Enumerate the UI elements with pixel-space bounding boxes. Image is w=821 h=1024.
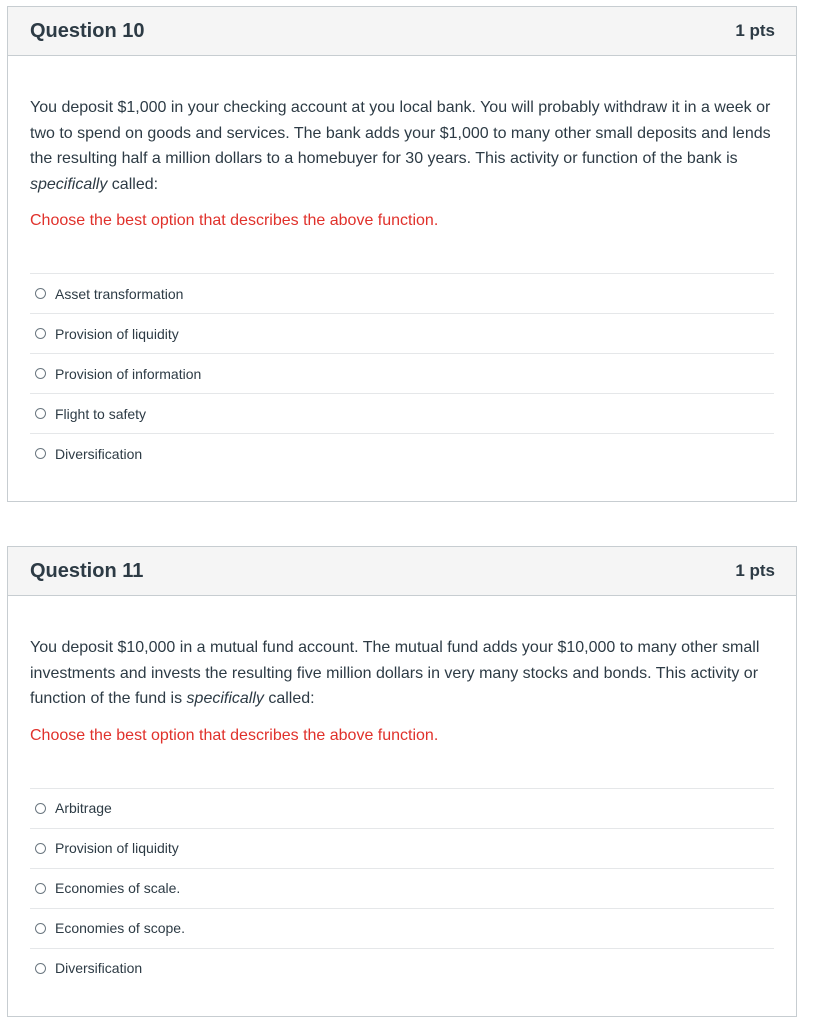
answer-label[interactable]: Provision of liquidity — [55, 840, 179, 856]
question-text-part: called: — [107, 175, 159, 193]
answer-option[interactable] — [30, 829, 774, 869]
question-text-emphasis: specifically — [186, 690, 264, 707]
answer-label[interactable]: Provision of liquidity — [55, 325, 179, 342]
answer-label[interactable]: Asset transformation — [55, 285, 184, 302]
radio-button-icon[interactable] — [35, 803, 46, 814]
question-body — [8, 56, 796, 473]
question-title: Question 10 — [30, 19, 145, 42]
question-title: Question 11 — [30, 559, 144, 582]
answer-option[interactable] — [30, 434, 774, 473]
question-card — [7, 546, 797, 1017]
question-card — [7, 6, 797, 502]
question-body — [8, 596, 796, 988]
question-text — [30, 95, 774, 197]
question-header — [8, 547, 796, 596]
radio-button-icon[interactable] — [35, 883, 46, 894]
radio-button-icon[interactable] — [35, 448, 46, 459]
question-text-part: You deposit $10,000 in a mutual fund account. The mutual fund adds your $10,000 to many other small investments and invests the resulting five million dollars in very many stocks and bonds. This activity or function of the fund is — [30, 639, 760, 707]
answer-option[interactable] — [30, 949, 774, 988]
answer-label[interactable]: Flight to safety — [55, 405, 147, 422]
answer-option[interactable] — [30, 909, 774, 949]
question-instruction: Choose the best option that describes the above function. — [30, 726, 439, 744]
radio-button-icon[interactable] — [35, 843, 46, 854]
question-text-part: You deposit $1,000 in your checking account at you local bank. You will probably withdraw it in a week or two to spend on goods and services. The bank adds your $1,000 to many other small deposits and lends the resulting half a million dollars to a homebuyer for 30 years. This activity or function of the bank is — [30, 99, 771, 167]
question-header — [8, 7, 796, 56]
question-text-part: called: — [263, 690, 315, 707]
radio-button-icon[interactable] — [35, 288, 46, 299]
answer-option[interactable] — [30, 314, 774, 354]
radio-button-icon[interactable] — [35, 923, 46, 934]
radio-button-icon[interactable] — [35, 408, 46, 419]
answer-label[interactable]: Provision of information — [55, 365, 202, 382]
answer-option[interactable] — [30, 869, 774, 909]
radio-button-icon[interactable] — [35, 368, 46, 379]
answer-list — [30, 788, 774, 988]
radio-button-icon[interactable] — [35, 328, 46, 339]
question-points: 1 pts — [735, 21, 775, 40]
answer-label[interactable]: Diversification — [55, 445, 143, 462]
question-instruction: Choose the best option that describes the above function. — [30, 212, 439, 229]
question-text-emphasis: specifically — [30, 175, 108, 193]
answer-label[interactable]: Economies of scope. — [55, 920, 185, 936]
answer-label[interactable]: Economies of scale. — [55, 880, 181, 896]
answer-option[interactable] — [30, 789, 774, 829]
answer-option[interactable] — [30, 354, 774, 394]
answer-option[interactable] — [30, 394, 774, 434]
answer-label[interactable]: Diversification — [55, 960, 143, 976]
question-text — [30, 635, 774, 712]
answer-list — [30, 273, 774, 473]
radio-button-icon[interactable] — [35, 963, 46, 974]
question-points: 1 pts — [735, 561, 775, 580]
answer-option[interactable] — [30, 274, 774, 314]
answer-label[interactable]: Arbitrage — [55, 800, 112, 816]
